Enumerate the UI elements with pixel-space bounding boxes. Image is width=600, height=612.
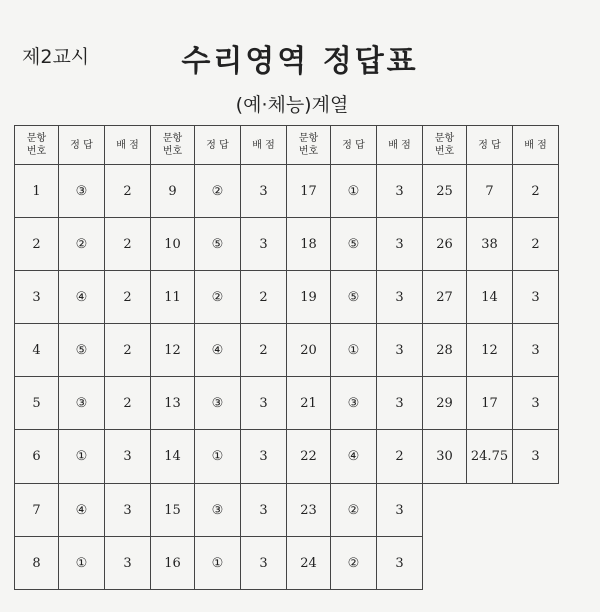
question-number-cell: 20 [287,324,331,377]
header-answer: 정 답 [195,126,241,165]
header-number-line: 번호 [434,146,455,157]
question-number-cell: 25 [423,165,467,218]
points-cell: 2 [105,165,151,218]
answer-cell: ① [195,430,241,484]
question-number-cell: 8 [15,537,59,590]
points-cell: 3 [513,324,559,377]
question-number-cell: 28 [423,324,467,377]
points-cell: 2 [241,324,287,377]
points-cell: 3 [241,377,287,430]
question-number-cell: 10 [151,218,195,271]
empty-cell [513,484,559,537]
points-cell: 3 [377,377,423,430]
table-row [15,430,559,484]
header-row [15,126,559,165]
header-points: 배 점 [105,126,151,165]
answer-cell: 14 [467,271,513,324]
answer-cell: ④ [59,271,105,324]
question-number-cell: 24 [287,537,331,590]
header-number-line: 문항 [26,133,47,144]
answer-cell: ② [331,484,377,537]
answer-cell: 17 [467,377,513,430]
question-number-cell: 12 [151,324,195,377]
answer-cell: ② [59,218,105,271]
points-cell: 2 [105,218,151,271]
points-cell: 3 [513,377,559,430]
answer-cell: ① [331,324,377,377]
header-number-line: 번호 [298,146,319,157]
answer-cell: ③ [59,377,105,430]
question-number-cell: 27 [423,271,467,324]
question-number-cell: 11 [151,271,195,324]
question-number-cell: 16 [151,537,195,590]
points-cell: 3 [377,165,423,218]
session-label: 제2교시 [22,46,90,68]
question-number-cell: 1 [15,165,59,218]
header-number [287,126,331,165]
question-number-cell: 22 [287,430,331,484]
header-number-line: 문항 [434,133,455,144]
points-cell: 2 [513,165,559,218]
answer-cell: ② [331,537,377,590]
points-cell: 3 [377,484,423,537]
points-cell: 3 [241,218,287,271]
question-number-cell: 21 [287,377,331,430]
page-subtitle: (예·체능)계열 [235,94,349,116]
header-number [423,126,467,165]
answer-cell: ⑤ [59,324,105,377]
answer-cell: ③ [195,377,241,430]
question-number-cell: 4 [15,324,59,377]
question-number-cell: 19 [287,271,331,324]
points-cell: 3 [513,430,559,484]
table-row [15,377,559,430]
points-cell: 3 [241,537,287,590]
table-row [15,537,559,590]
question-number-cell: 30 [423,430,467,484]
header-answer: 정 답 [467,126,513,165]
points-cell: 2 [105,377,151,430]
points-cell: 3 [377,271,423,324]
answer-cell: ⑤ [331,271,377,324]
question-number-cell: 13 [151,377,195,430]
answer-cell: ④ [195,324,241,377]
points-cell: 3 [241,430,287,484]
question-number-cell: 18 [287,218,331,271]
points-cell: 2 [105,324,151,377]
empty-cell [467,484,513,537]
empty-cell [423,484,467,537]
header-answer: 정 답 [59,126,105,165]
points-cell: 2 [513,218,559,271]
header-number-line: 문항 [162,133,183,144]
points-cell: 2 [377,430,423,484]
table-row [15,484,559,537]
answer-cell: 12 [467,324,513,377]
question-number-cell: 23 [287,484,331,537]
answer-table [14,125,559,590]
points-cell: 3 [105,484,151,537]
empty-cell [467,537,513,590]
question-number-cell: 14 [151,430,195,484]
table-row [15,271,559,324]
answer-cell: ② [195,271,241,324]
points-cell: 3 [377,324,423,377]
answer-cell: ③ [195,484,241,537]
question-number-cell: 3 [15,271,59,324]
question-number-cell: 9 [151,165,195,218]
answer-cell: ④ [59,484,105,537]
points-cell: 3 [513,271,559,324]
header-points: 배 점 [513,126,559,165]
answer-table-body [15,126,559,590]
answer-cell: 7 [467,165,513,218]
question-number-cell: 26 [423,218,467,271]
answer-cell: ⑤ [195,218,241,271]
table-row [15,324,559,377]
answer-cell: ① [331,165,377,218]
header-answer: 정 답 [331,126,377,165]
header-number [151,126,195,165]
points-cell: 2 [105,271,151,324]
header-number-line: 번호 [162,146,183,157]
question-number-cell: 2 [15,218,59,271]
empty-cell [513,537,559,590]
header-number-line: 번호 [26,146,47,157]
answer-cell: ④ [331,430,377,484]
answer-cell: ③ [59,165,105,218]
points-cell: 3 [377,218,423,271]
question-number-cell: 17 [287,165,331,218]
table-row [15,165,559,218]
question-number-cell: 5 [15,377,59,430]
points-cell: 2 [241,271,287,324]
points-cell: 3 [377,537,423,590]
answer-cell: 24.75 [467,430,513,484]
answer-cell: ① [59,430,105,484]
header-number-line: 문항 [298,133,319,144]
question-number-cell: 15 [151,484,195,537]
answer-cell: ⑤ [331,218,377,271]
question-number-cell: 29 [423,377,467,430]
header-points: 배 점 [377,126,423,165]
points-cell: 3 [105,537,151,590]
header-points: 배 점 [241,126,287,165]
answer-cell: 38 [467,218,513,271]
empty-cell [423,537,467,590]
points-cell: 3 [241,484,287,537]
points-cell: 3 [105,430,151,484]
answer-cell: ① [59,537,105,590]
question-number-cell: 7 [15,484,59,537]
answer-cell: ② [195,165,241,218]
table-row [15,218,559,271]
points-cell: 3 [241,165,287,218]
header-number [15,126,59,165]
page-title: 수리영역 정답표 [181,44,419,79]
question-number-cell: 6 [15,430,59,484]
answer-cell: ① [195,537,241,590]
answer-cell: ③ [331,377,377,430]
